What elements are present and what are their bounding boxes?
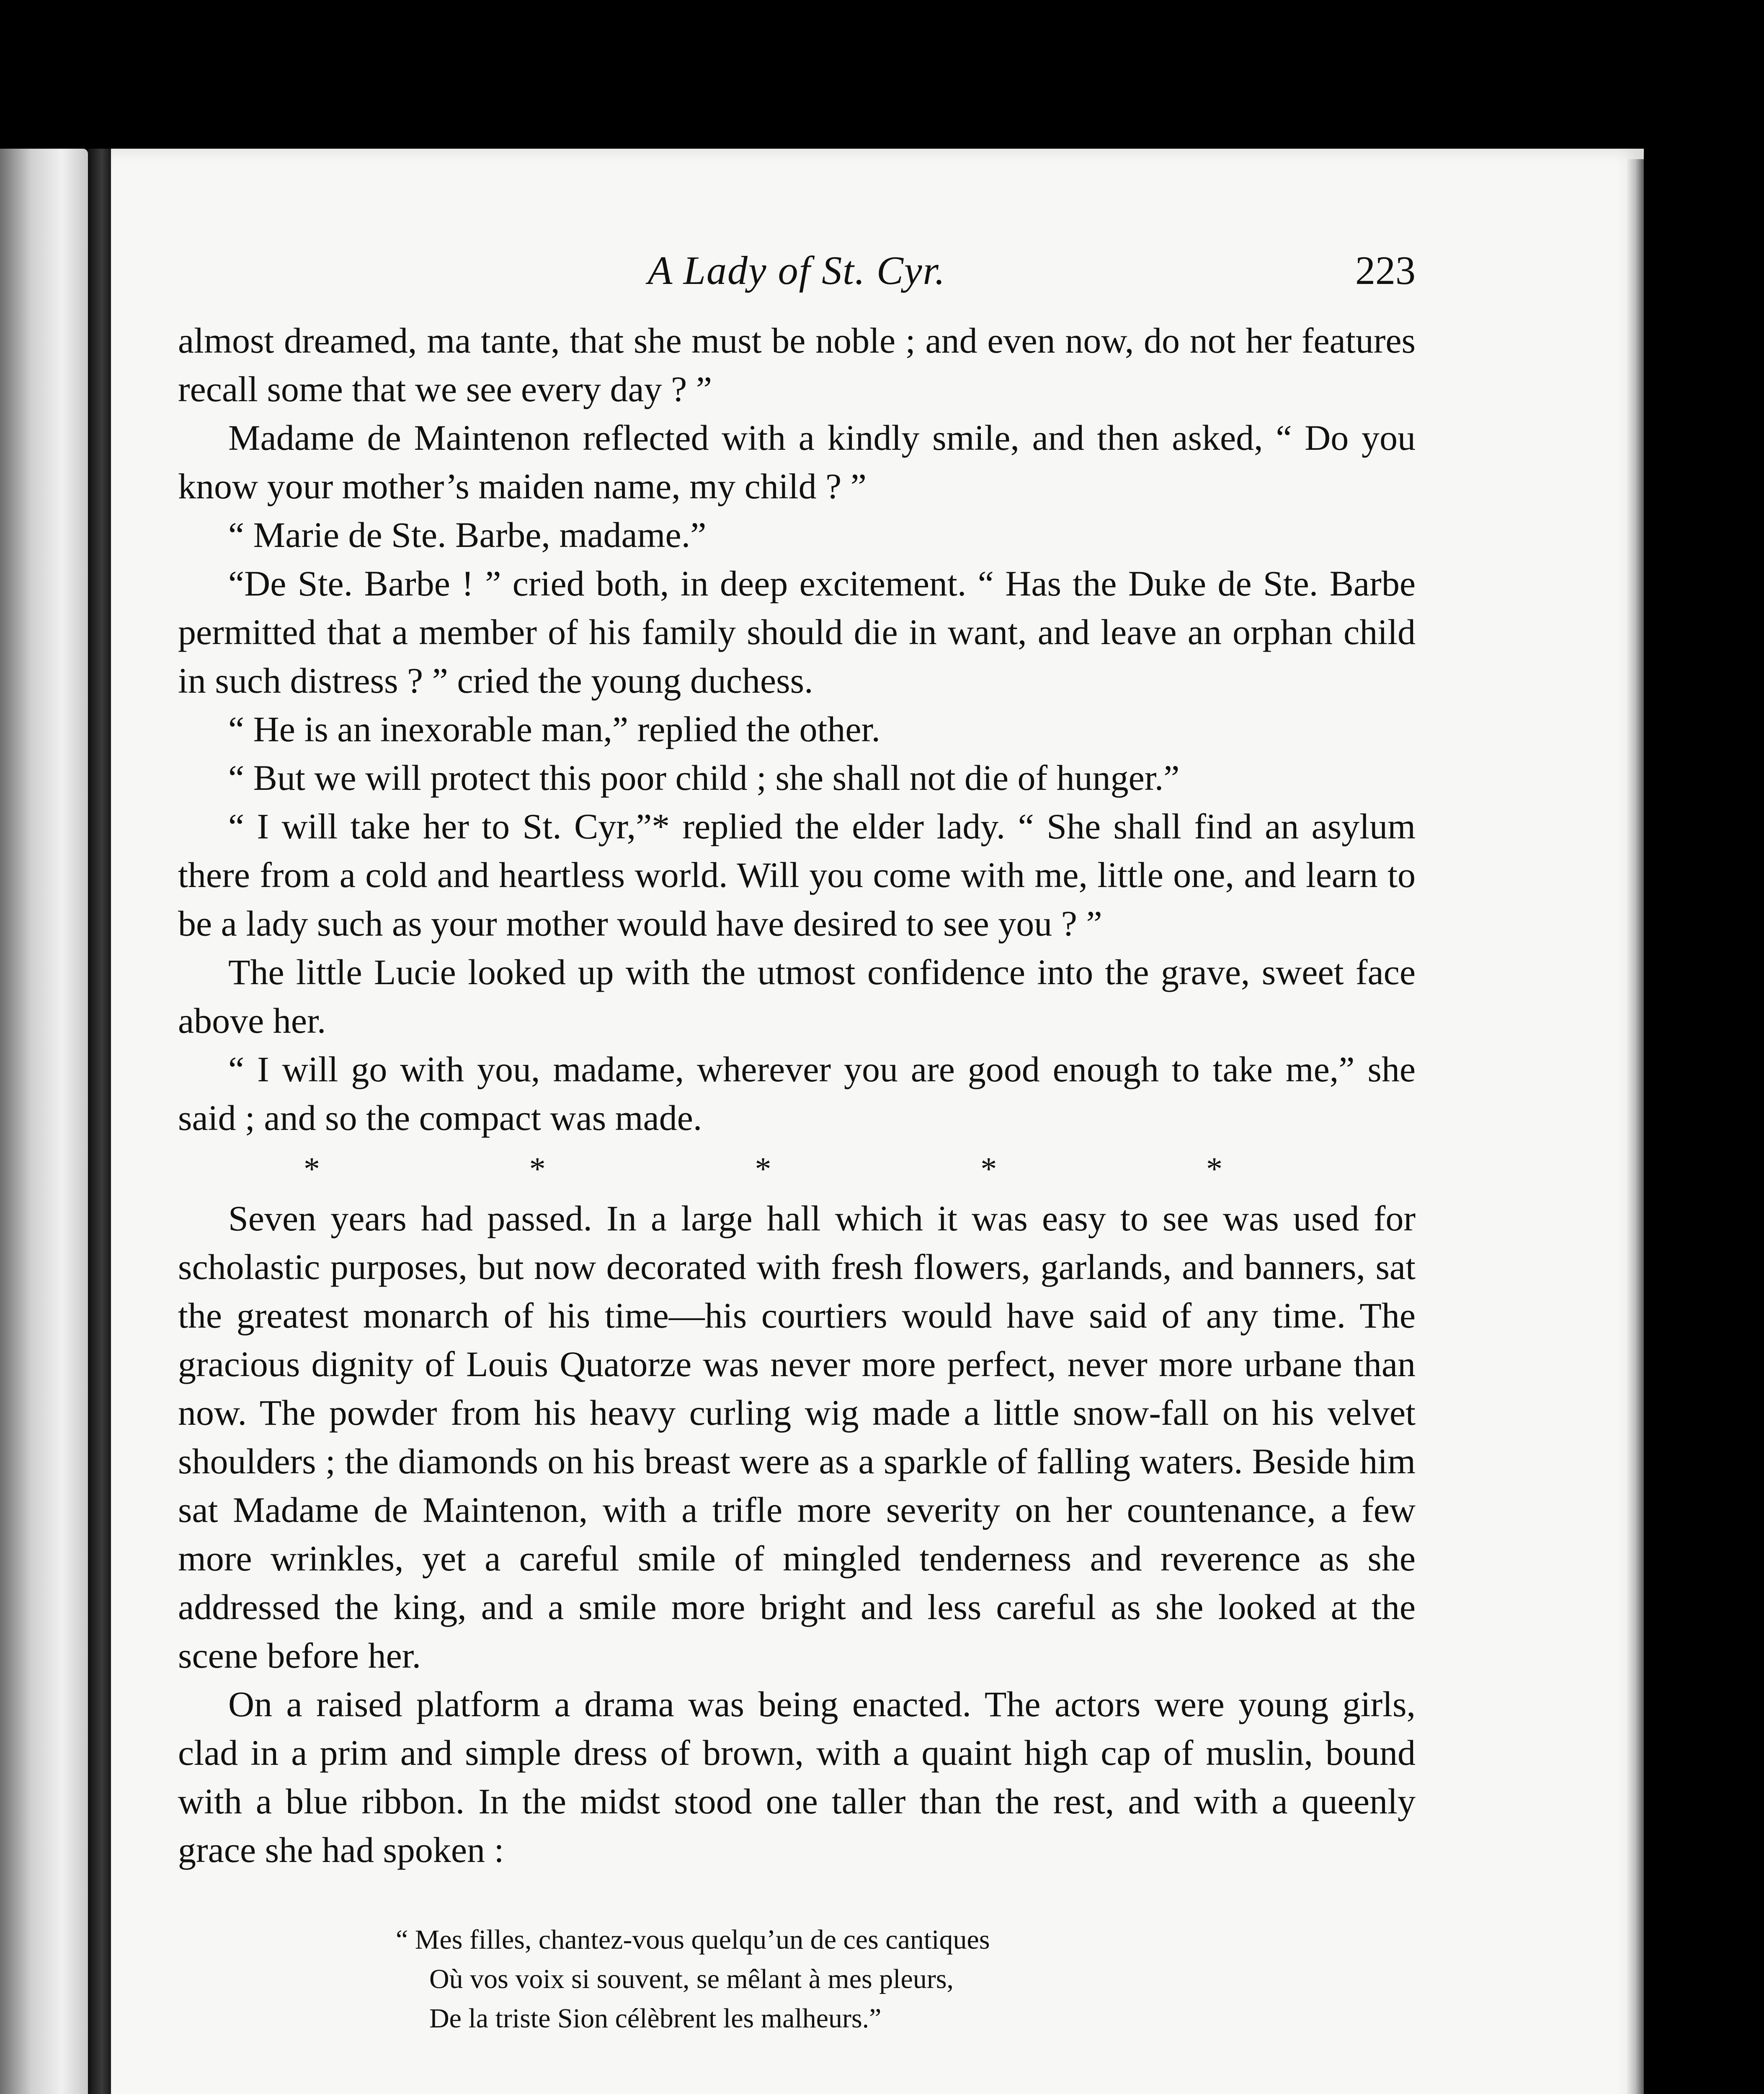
separator-asterisk: * <box>529 1150 546 1187</box>
page-text-block <box>178 247 1416 2094</box>
book-gutter <box>88 149 111 2094</box>
paragraph: “ I will go with you, madame, wherever you are good enough to take me,” she said ; and so the compact was made. <box>178 1049 1416 1138</box>
separator-asterisk: * <box>304 1150 320 1187</box>
verse-line: De la triste Sion célèbrent les malheurs.” <box>429 2003 882 2034</box>
running-title: A Lady of St. Cyr. <box>647 248 946 293</box>
page-number: 223 <box>1355 248 1416 293</box>
paragraph: “ I will take her to St. Cyr,”* replied the elder lady. “ She shall find an asylum there from a cold and heartless world. Will you come with me, little one, and learn to be a lady such as your mother would have desired to see you ? ” <box>178 806 1416 944</box>
paragraph: Madame de Maintenon reflected with a kindly smile, and then asked, “ Do you know your mother’s maiden name, my child ? ” <box>178 418 1416 506</box>
page-header <box>178 247 1416 316</box>
paragraph: “ Marie de Ste. Barbe, madame.” <box>228 515 707 555</box>
verse-line: Où vos voix si souvent, se mêlant à mes pleurs, <box>429 1964 954 1994</box>
separator-asterisk: * <box>755 1150 771 1187</box>
paragraph: Seven years had passed. In a large hall which it was easy to see was used for scholastic purposes, but now decorated with fresh flowers, garlands, and banners, sat the greatest monarch of his time—his courtiers would have said of any time. The gracious dignity of Louis Quatorze was never more perfect, never more urbane than now. The powder from his heavy curling wig made a little snow-fall on his velvet shoulders ; the diamonds on his breast were as a sparkle of falling waters. Beside him sat Madame de Maintenon, with a trifle more severity on her countenance, a few more wrinkles, yet a careful smile of mingled tenderness and reverence as she addressed the king, and a smile more bright and less careful as she looked at the scene before her. <box>178 1198 1416 1676</box>
verse-line: “ Mes filles, chantez-vous quelqu’un de ces cantiques <box>396 1924 990 1955</box>
paragraph: “ He is an inexorable man,” replied the other. <box>228 709 880 749</box>
paragraph: “De Ste. Barbe ! ” cried both, in deep excitement. “ Has the Duke de Ste. Barbe permitted that a member of his family should die in want, and leave an orphan child in such distress ? ” cried the young duchess. <box>178 563 1416 701</box>
separator-asterisk: * <box>980 1150 997 1187</box>
paragraph: “ But we will protect this poor child ; she shall not die of hunger.” <box>228 758 1180 798</box>
separator-asterisk: * <box>1206 1150 1222 1187</box>
paragraph: On a raised platform a drama was being enacted. The actors were young girls, clad in a prim and simple dress of brown, with a quaint high cap of muslin, bound with a blue ribbon. In the midst stood one taller than the rest, and with a queenly grace she had spoken : <box>178 1684 1416 1870</box>
page-right-edge <box>1625 159 1644 2094</box>
section-separator <box>178 1148 1416 1190</box>
paragraph: almost dreamed, ma tante, that she must be noble ; and even now, do not her features recall some that we see every day ? ” <box>178 320 1416 409</box>
facing-page-edge <box>0 149 88 2094</box>
paragraph: The little Lucie looked up with the utmost confidence into the grave, sweet face above her. <box>178 952 1416 1041</box>
verse-quotation <box>396 1920 1416 2038</box>
